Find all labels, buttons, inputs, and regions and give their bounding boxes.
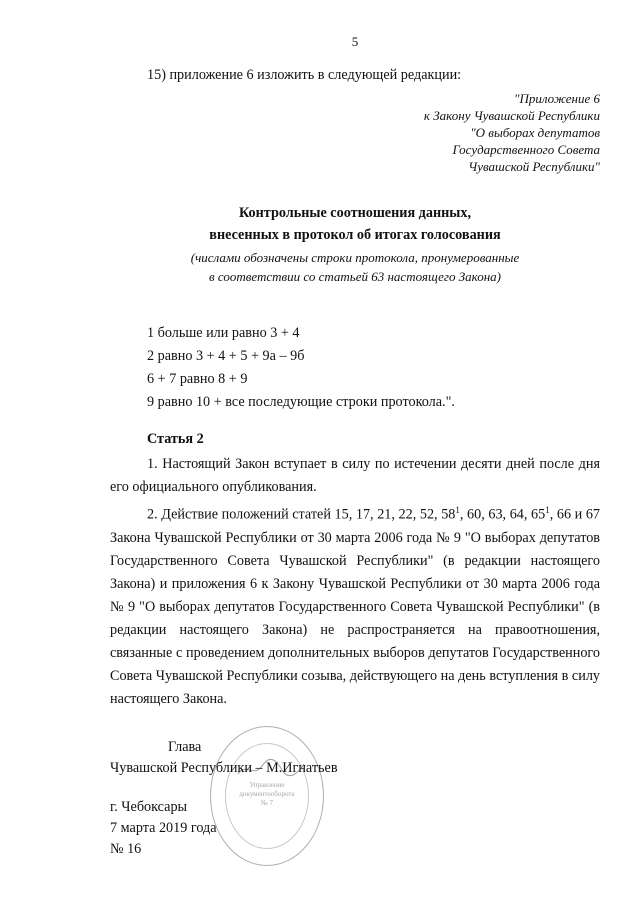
- place-city: г. Чебоксары: [110, 799, 188, 815]
- article-paragraph-2: [110, 499, 600, 711]
- control-formulas: [147, 322, 455, 414]
- formula-line: 1 больше или равно 3 + 4: [147, 325, 300, 341]
- stamp-text-line: № 7: [261, 799, 273, 807]
- signature-role: Глава: [168, 739, 202, 755]
- page-number: 5: [351, 34, 359, 49]
- appendix-line: Государственного Совета: [452, 142, 600, 157]
- official-stamp: [210, 726, 324, 866]
- appendix-line: "Приложение 6: [513, 91, 600, 106]
- subtitle-line-2: в соответствии со статьей 63 настоящего Закона): [208, 269, 501, 284]
- appendix-line: Чувашской Республики": [468, 159, 600, 174]
- appendix-line: к Закону Чувашской Республики: [423, 108, 600, 123]
- paragraph-2-text-c: , 66 и 67 Закона Чувашской Республики от 30 марта 2006 года № 9 "О выборах депутатов Государственного Совета Чувашской Республики" (в редакции настоящего Закона) и приложения 6 к Закону Чувашской Республики от 30 марта 2006 года № 9 "О выборах депутатов Государственного Совета Чувашской Республики" (в редакции настоящего Закона) не распространяется на правоотношения, связанные с проведением дополнительных выборов депутатов Государственного Совета Чувашской Республики созыва, действующего на день вступления в силу настоящего Закона.: [110, 506, 601, 707]
- paragraph-1-text: 1. Настоящий Закон вступает в силу по истечении десяти дней после дня его официального опубликования.: [110, 456, 600, 495]
- article-paragraph-2-block: [110, 499, 600, 711]
- stamp-text-line: Управление: [249, 781, 285, 789]
- paragraph-2-text-a: 2. Действие положений статей 15, 17, 21, 22, 52, 58: [147, 506, 456, 523]
- stamp-text-line: документооборота: [239, 790, 295, 798]
- place-date: 7 марта 2019 года: [110, 820, 217, 836]
- title-line-1: Контрольные соотношения данных,: [238, 205, 472, 221]
- article-paragraph-1: [110, 453, 600, 499]
- signature-name: Чувашской Республики – М.Игнатьев: [110, 760, 338, 776]
- appendix-header: [424, 90, 600, 175]
- superscript-1: 1: [455, 505, 460, 515]
- appendix-line: "О выборах депутатов: [470, 125, 600, 140]
- subtitle-line-1: (числами обозначены строки протокола, пронумерованные: [190, 250, 520, 265]
- article-paragraph-1-block: [110, 453, 600, 499]
- article-title: Статья 2: [147, 431, 204, 447]
- formula-line: 2 равно 3 + 4 + 5 + 9а – 9б: [147, 348, 305, 364]
- paragraph-2-text-b: , 60, 63, 64, 65: [459, 506, 546, 523]
- item-15: 15) приложение 6 изложить в следующей редакции:: [147, 67, 462, 83]
- stamp-text: [211, 781, 323, 808]
- formula-line: 9 равно 10 + все последующие строки протокола.".: [147, 394, 455, 410]
- document-number: № 16: [110, 841, 142, 857]
- title-line-2: внесенных в протокол об итогах голосования: [209, 227, 501, 243]
- formula-line: 6 + 7 равно 8 + 9: [147, 371, 248, 387]
- superscript-2: 1: [545, 505, 550, 515]
